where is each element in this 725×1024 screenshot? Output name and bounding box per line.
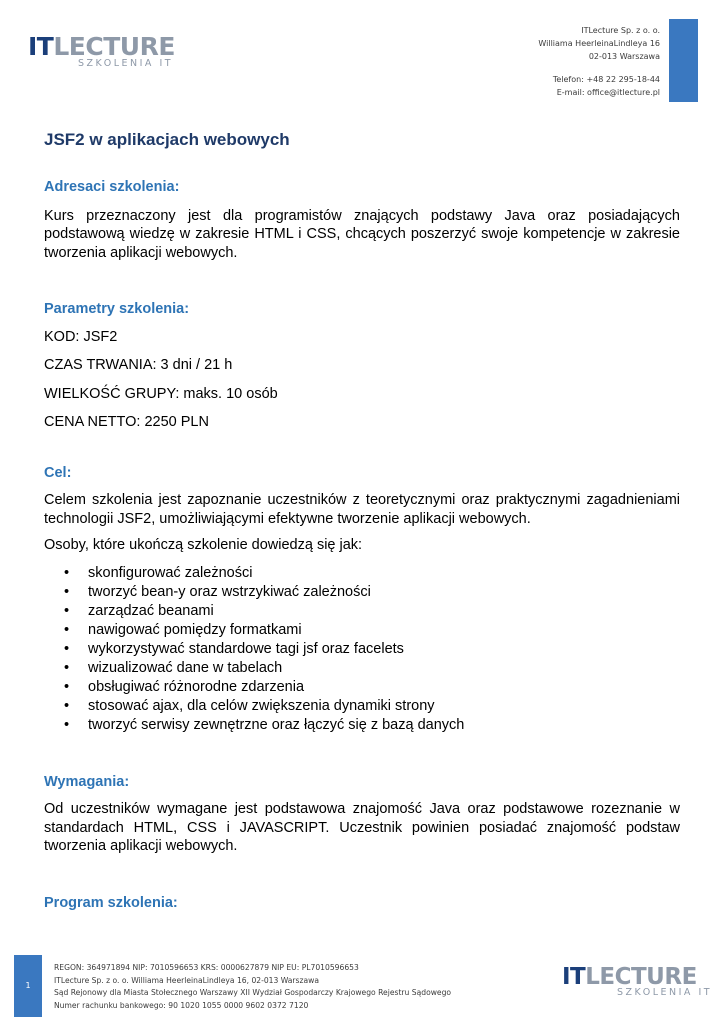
- list-item: • obsługiwać różnorodne zdarzenia: [64, 678, 305, 695]
- bullet-icon: •: [64, 678, 70, 695]
- bullet-icon: •: [64, 621, 70, 638]
- param-czas: CZAS TRWANIA: 3 dni / 21 h: [44, 357, 233, 373]
- section-heading-wymagania: Wymagania:: [44, 773, 130, 790]
- section-heading-cel: Cel:: [44, 464, 72, 481]
- logo-lecture: LECTURE: [53, 32, 175, 61]
- bullet-icon: •: [64, 659, 70, 676]
- company-name: ITLecture Sp. z o. o.: [581, 26, 660, 35]
- company-email: E-mail: office@itlecture.pl: [556, 88, 660, 97]
- document-title: JSF2 w aplikacjach webowych: [44, 130, 290, 149]
- section-heading-adresaci: Adresaci szkolenia:: [44, 179, 180, 195]
- bullet-icon: •: [64, 697, 70, 714]
- cel-list: [44, 564, 680, 735]
- list-item: • zarządzać beanami: [64, 602, 214, 619]
- itlecture-footer-logo: [562, 966, 712, 998]
- footer-line-regon: REGON: 364971894 NIP: 7010596653 KRS: 0000627879 NIP EU: PL7010596653: [54, 963, 359, 972]
- bullet-icon: •: [64, 564, 70, 581]
- param-grupa: WIELKOŚĆ GRUPY: maks. 10 osób: [44, 385, 278, 402]
- document-body: [44, 178, 680, 912]
- logo-lecture: LECTURE: [585, 964, 697, 990]
- cel-text: Celem szkolenia jest zapoznanie uczestników z teoretycznymi oraz praktycznymi zagadnieniami technologii JSF2, umożliwiającymi efektywne tworzenie aplikacji webowych.: [44, 492, 680, 527]
- list-item: • nawigować pomiędzy formatkami: [64, 621, 302, 638]
- page-number: 1: [14, 955, 42, 1017]
- logo-subtitle: SZKOLENIA IT: [617, 987, 713, 998]
- list-item: • tworzyć bean-y oraz wstrzykiwać zależności: [64, 583, 371, 600]
- param-cena: CENA NETTO: 2250 PLN: [44, 414, 209, 430]
- param-kod: KOD: JSF2: [44, 328, 118, 345]
- footer-line-address: ITLecture Sp. z o. o. Williama HeerleinaLindleya 16, 02-013 Warszawa: [54, 975, 320, 985]
- cel-intro: Osoby, które ukończą szkolenie dowiedzą się jak:: [44, 537, 363, 553]
- bullet-icon: •: [64, 602, 70, 619]
- logo-subtitle: SZKOLENIA IT: [78, 58, 174, 69]
- footer-line-bank: Numer rachunku bankowego: 90 1020 1055 0000 9602 0372 7120: [54, 1000, 309, 1010]
- list-item: • tworzyć serwisy zewnętrzne oraz łączyć się z bazą danych: [64, 716, 465, 733]
- company-phone: Telefon: +48 22 295-18-44: [552, 75, 660, 84]
- company-info: [538, 24, 660, 99]
- itlecture-logo: [28, 34, 175, 69]
- list-item: • stosować ajax, dla celów zwiększenia dynamiki strony: [64, 697, 435, 714]
- list-item: • skonfigurować zależności: [64, 564, 253, 581]
- section-heading-parametry: Parametry szkolenia:: [44, 301, 190, 317]
- footer-line-court: Sąd Rejonowy dla Miasta Stołecznego Warszawy XII Wydział Gospodarczy Krajowego Rejestru Sądowego: [54, 988, 452, 997]
- list-item: • wykorzystywać standardowe tagi jsf oraz facelets: [64, 640, 404, 657]
- section-heading-program: Program szkolenia:: [44, 894, 178, 911]
- list-item: • wizualizować dane w tabelach: [64, 659, 283, 676]
- footer-company-details: [54, 962, 451, 1012]
- adresaci-text: Kurs przeznaczony jest dla programistów znających podstawy Java oraz posiadających podstawową wiedzę w zakresie HTML i CSS, chcących poszerzyć swoje kompetencje w zakresie tworzenia aplikacji webowych.: [44, 207, 680, 261]
- company-address-line2: 02-013 Warszawa: [588, 52, 660, 61]
- header-accent-bar: [669, 19, 698, 102]
- bullet-icon: •: [64, 640, 70, 657]
- bullet-icon: •: [64, 583, 70, 600]
- company-address-line1: Williama HeerleinaLindleya 16: [538, 39, 660, 48]
- logo-it: IT: [28, 32, 54, 61]
- wymagania-text: Od uczestników wymagane jest podstawowa znajomość Java oraz podstawowe rozeznanie w standardach HTML, CSS i JAVASCRIPT. Uczestnik powinien posiadać znajomość podstaw tworzenia aplikacji webowych.: [44, 801, 680, 854]
- logo-it: IT: [562, 964, 586, 990]
- bullet-icon: •: [64, 716, 70, 733]
